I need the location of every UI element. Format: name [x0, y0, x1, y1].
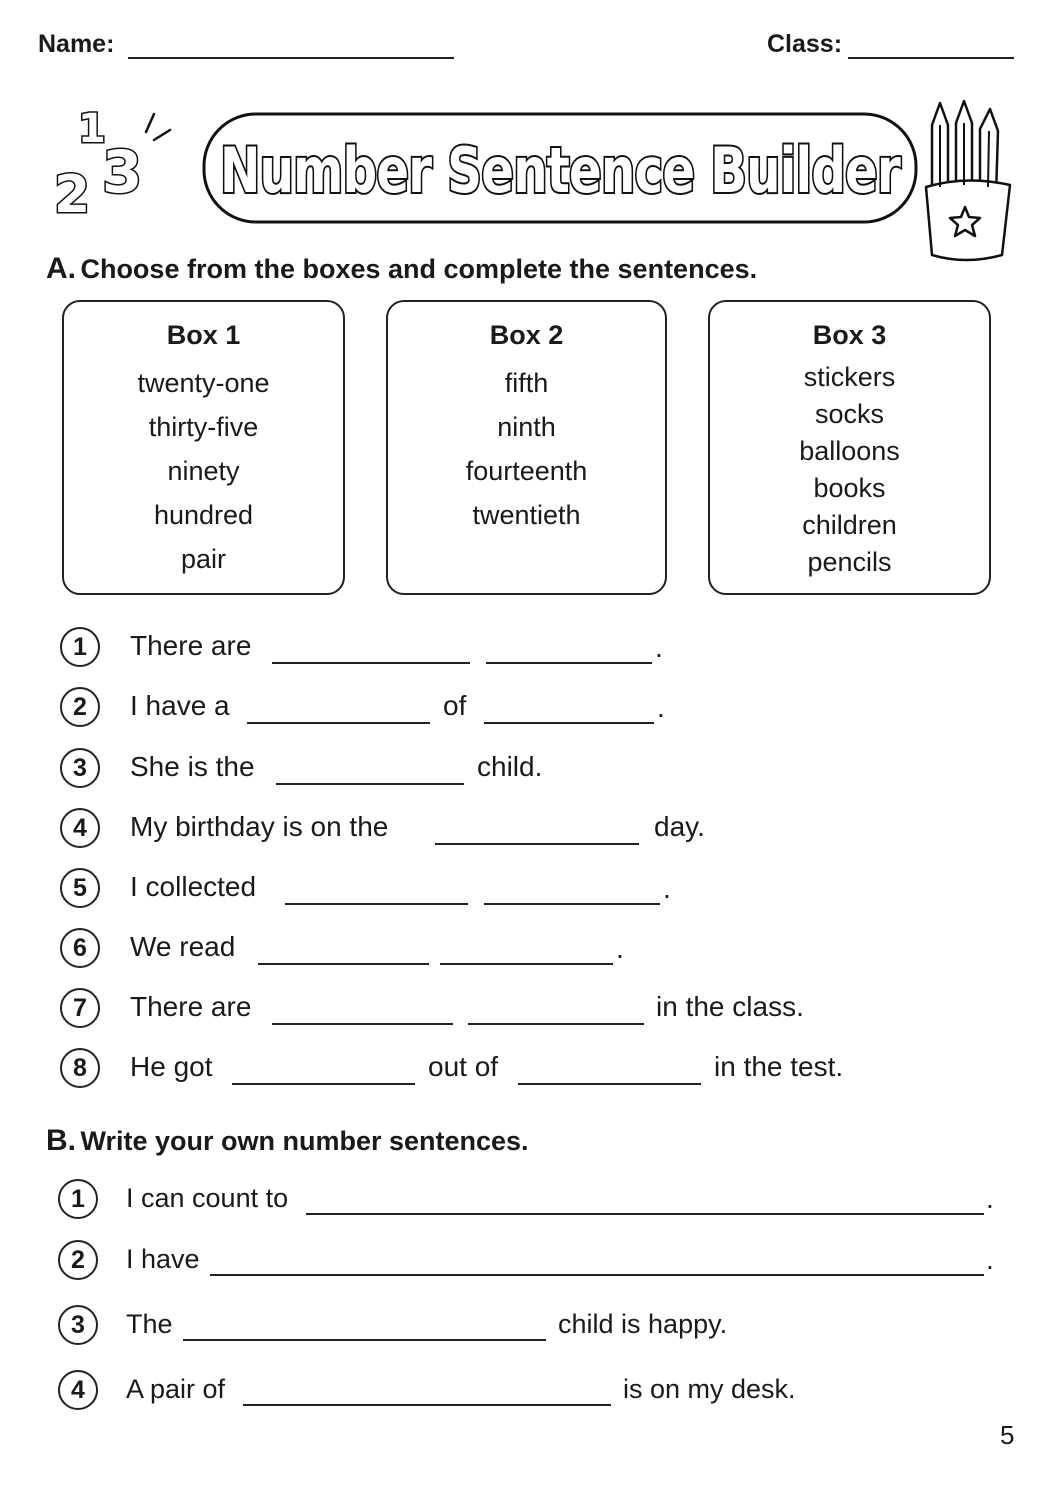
answer-blank[interactable] — [183, 1339, 546, 1341]
decor-number-1: 1 — [78, 106, 106, 152]
box-3-word: socks — [814, 399, 885, 429]
answer-blank[interactable] — [518, 1083, 701, 1085]
item-number: 1 — [60, 627, 100, 667]
sentence-text: in the class. — [656, 991, 804, 1022]
item-number: 7 — [60, 988, 100, 1028]
item-number: 2 — [58, 1240, 98, 1280]
numbers-decoration-icon — [50, 100, 180, 230]
answer-blank[interactable] — [258, 963, 429, 965]
word-box-2 — [386, 300, 667, 595]
sentence-text: We read — [130, 931, 236, 962]
sentence-period: . — [986, 1244, 994, 1275]
box-2-title: Box 2 — [489, 320, 564, 350]
sentence-period: . — [616, 933, 624, 964]
page-title: Number Sentence Builder — [220, 134, 902, 207]
sentence-text: child. — [477, 751, 543, 782]
class-label: Class: — [767, 30, 843, 58]
section-b-instruction: Write your own number sentences. — [80, 1126, 529, 1156]
section-a-letter: A. — [46, 252, 76, 285]
answer-blank[interactable] — [272, 662, 470, 664]
box-2-word: ninth — [497, 412, 556, 442]
class-field[interactable] — [848, 57, 1014, 59]
box-1-word: hundred — [153, 500, 254, 530]
box-3-word: balloons — [799, 436, 900, 466]
answer-blank[interactable] — [276, 783, 464, 785]
sentence-text: She is the — [130, 751, 255, 782]
item-number: 8 — [60, 1048, 100, 1088]
answer-blank[interactable] — [243, 1404, 611, 1406]
sentence-period: . — [655, 632, 663, 663]
box-1-word: ninety — [167, 456, 240, 486]
answer-blank[interactable] — [468, 1023, 644, 1025]
item-number: 5 — [60, 868, 100, 908]
box-3-word: pencils — [807, 547, 892, 577]
box-3-word: books — [813, 473, 886, 503]
sentence-period: . — [657, 692, 665, 723]
box-1-word: twenty-one — [137, 368, 270, 398]
answer-blank[interactable] — [484, 722, 654, 724]
answer-blank[interactable] — [486, 662, 652, 664]
word-box-3 — [708, 300, 991, 595]
item-number: 3 — [60, 748, 100, 788]
name-label: Name: — [38, 30, 115, 58]
item-number: 6 — [60, 928, 100, 968]
box-3-word: stickers — [803, 362, 896, 392]
sentence-text: He got — [130, 1051, 213, 1082]
name-field[interactable] — [128, 57, 454, 59]
answer-blank[interactable] — [232, 1083, 415, 1085]
answer-blank[interactable] — [210, 1274, 984, 1276]
page-number: 5 — [1000, 1420, 1015, 1450]
item-number: 4 — [60, 808, 100, 848]
sentence-text: I have — [126, 1244, 200, 1274]
sentence-text: child is happy. — [558, 1309, 728, 1339]
answer-blank[interactable] — [272, 1023, 453, 1025]
section-b-heading — [46, 1124, 529, 1158]
sentence-text: out of — [428, 1051, 499, 1082]
sentence-text: My birthday is on the — [130, 811, 389, 842]
sentence-period: . — [663, 873, 671, 904]
box-2-word: fourteenth — [465, 456, 588, 486]
item-number: 2 — [60, 687, 100, 727]
sentence-text: I collected — [130, 871, 257, 902]
section-b-letter: B. — [46, 1124, 76, 1157]
sentence-text: A pair of — [126, 1374, 226, 1404]
answer-blank[interactable] — [285, 903, 468, 905]
box-1-word: pair — [180, 544, 227, 574]
pencil-cup-icon — [918, 95, 1018, 265]
box-1-word: thirty-five — [148, 412, 259, 442]
title-banner — [190, 92, 930, 232]
sentence-text: of — [443, 690, 467, 721]
sentence-period: . — [986, 1183, 994, 1214]
box-2-word: fifth — [504, 368, 549, 398]
sentence-text: The — [126, 1309, 173, 1339]
box-1-title: Box 1 — [166, 320, 241, 350]
sentence-text: I can count to — [126, 1183, 289, 1213]
box-3-word: children — [802, 510, 897, 540]
sentence-text: in the test. — [714, 1051, 844, 1082]
section-a-heading — [46, 252, 757, 286]
item-number: 1 — [58, 1179, 98, 1219]
sentence-text: is on my desk. — [623, 1374, 796, 1404]
answer-blank[interactable] — [247, 722, 430, 724]
sentence-text: day. — [654, 811, 705, 842]
answer-blank[interactable] — [306, 1213, 984, 1215]
box-2-word: twentieth — [472, 500, 581, 530]
item-number: 3 — [58, 1305, 98, 1345]
decor-number-2: 2 — [54, 165, 91, 225]
box-3-title: Box 3 — [812, 320, 887, 350]
answer-blank[interactable] — [440, 963, 613, 965]
sentence-text: I have a — [130, 690, 230, 721]
section-a-instruction: Choose from the boxes and complete the sentences. — [80, 254, 758, 284]
sentence-text: There are — [130, 630, 252, 661]
decor-number-3: 3 — [102, 138, 143, 206]
item-number: 4 — [58, 1370, 98, 1410]
answer-blank[interactable] — [435, 843, 639, 845]
word-box-1 — [62, 300, 345, 595]
sentence-text: There are — [130, 991, 252, 1022]
answer-blank[interactable] — [484, 903, 660, 905]
